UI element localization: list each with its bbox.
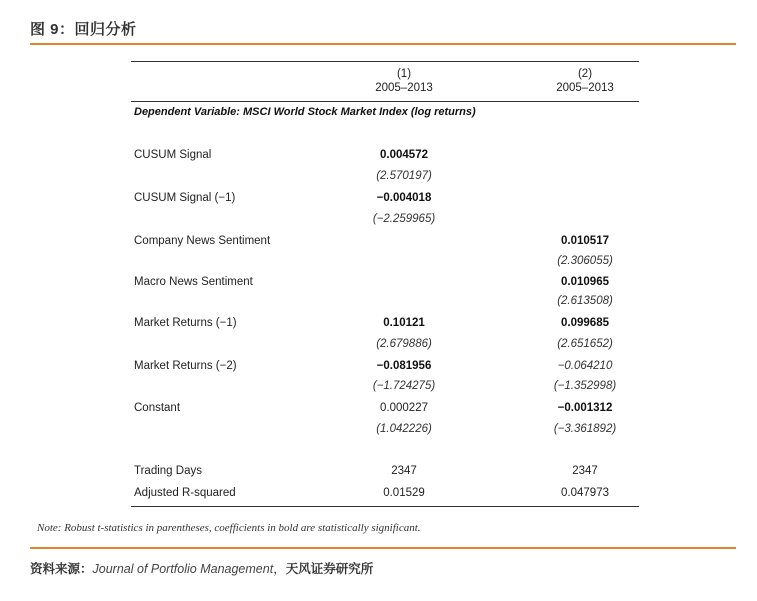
table-bottom-rule xyxy=(131,506,639,507)
column-1-number: (1) xyxy=(396,68,412,80)
market-returns-lag1-col2-tstat: (2.651652) xyxy=(557,338,613,350)
header-rule xyxy=(131,101,639,102)
constant-col1-coef: 0.000227 xyxy=(380,402,428,414)
row-label-trading-days: Trading Days xyxy=(134,465,202,477)
company-news-col2-tstat: (2.306055) xyxy=(557,255,613,267)
source-line xyxy=(30,559,373,577)
row-label-macro-news-sentiment: Macro News Sentiment xyxy=(134,276,253,288)
market-returns-lag2-col2-coef: −0.064210 xyxy=(557,360,613,372)
adjusted-r-squared-col2: 0.047973 xyxy=(561,487,609,499)
constant-col2-tstat: (−3.361892) xyxy=(553,423,617,435)
cusum-signal-lag1-col1-tstat: (−2.259965) xyxy=(372,213,436,225)
row-label-market-returns-lag1: Market Returns (−1) xyxy=(134,317,237,329)
cusum-signal-col1-coef: 0.004572 xyxy=(380,149,428,161)
row-label-constant: Constant xyxy=(134,402,181,414)
row-label-company-news-sentiment: Company News Sentiment xyxy=(134,235,271,247)
market-returns-lag2-col1-coef: −0.081956 xyxy=(376,360,432,372)
constant-col1-tstat: (1.042226) xyxy=(376,423,432,435)
cusum-signal-col1-tstat: (2.570197) xyxy=(376,170,432,182)
constant-col2-coef: −0.001312 xyxy=(557,402,613,414)
row-label-adjusted-r-squared: Adjusted R-squared xyxy=(134,487,236,499)
figure-title: 图 9：回归分析 xyxy=(30,21,137,38)
market-returns-lag1-col1-tstat: (2.679886) xyxy=(376,338,432,350)
adjusted-r-squared-col1: 0.01529 xyxy=(383,487,425,499)
source-separator: ， xyxy=(273,562,286,576)
trading-days-col1: 2347 xyxy=(391,465,417,477)
trading-days-col2: 2347 xyxy=(572,465,598,477)
table-note: Note: Robust t-statistics in parentheses, coefficients in bold are statistically significant. xyxy=(37,522,421,534)
market-returns-lag1-col1-coef: 0.10121 xyxy=(383,317,425,329)
column-1-period: 2005–2013 xyxy=(375,82,433,94)
market-returns-lag1-col2-coef: 0.099685 xyxy=(561,317,609,329)
market-returns-lag2-col1-tstat: (−1.724275) xyxy=(372,380,436,392)
column-header-2 xyxy=(525,67,645,95)
column-2-period: 2005–2013 xyxy=(556,82,614,94)
source-journal: Journal of Portfolio Management xyxy=(92,562,274,576)
column-header-1 xyxy=(344,67,464,95)
macro-news-col2-tstat: (2.613508) xyxy=(557,295,613,307)
company-news-col2-coef: 0.010517 xyxy=(561,235,609,247)
row-label-cusum-signal: CUSUM Signal xyxy=(134,149,212,161)
macro-news-col2-coef: 0.010965 xyxy=(561,276,609,288)
bottom-accent-divider xyxy=(30,547,736,549)
row-label-market-returns-lag2: Market Returns (−2) xyxy=(134,360,237,372)
market-returns-lag2-col2-tstat: (−1.352998) xyxy=(553,380,617,392)
column-2-number: (2) xyxy=(577,68,593,80)
top-accent-divider xyxy=(30,43,736,45)
table-top-rule xyxy=(131,61,639,62)
row-label-cusum-signal-lag1: CUSUM Signal (−1) xyxy=(134,192,236,204)
source-label: 资料来源： xyxy=(30,562,93,576)
dependent-variable-label: Dependent Variable: MSCI World Stock Market Index (log returns) xyxy=(134,106,476,118)
source-organization: 天风证券研究所 xyxy=(285,562,374,576)
cusum-signal-lag1-col1-coef: −0.004018 xyxy=(376,192,432,204)
